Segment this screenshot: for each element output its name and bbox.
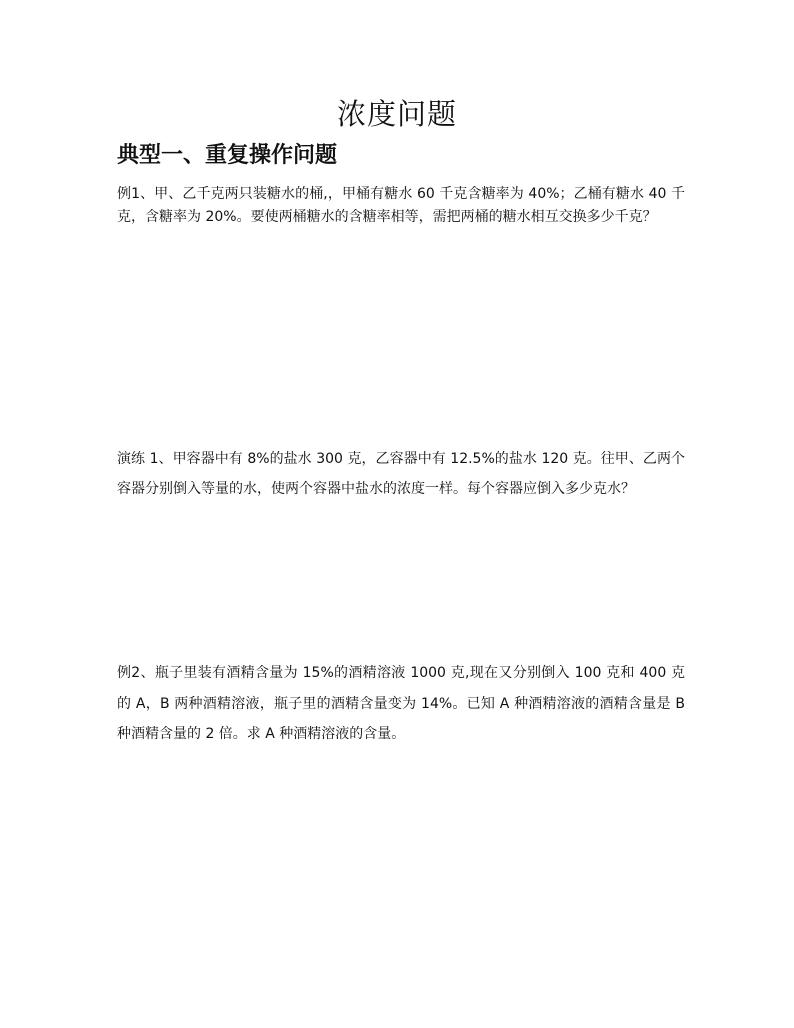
problem-example-1: 例1、甲、乙千克两只装糖水的桶,，甲桶有糖水 60 千克含糖率为 40%；乙桶有糖水 40 千克，含糖率为 20%。要使两桶糖水的含糖率相等，需把两桶的糖水相互交换多少千克？ — [117, 186, 685, 225]
problem-practice-1: 演练 1、甲容器中有 8%的盐水 300 克，乙容器中有 12.5%的盐水 120 克。往甲、乙两个容器分别倒入等量的水，使两个容器中盐水的浓度一样。每个容器应倒入多少克水？ — [117, 451, 685, 497]
page-title: 浓度问题 — [336, 97, 457, 131]
section-heading: 典型一、重复操作问题 — [117, 142, 338, 168]
problem-example-2: 例2、瓶子里装有酒精含量为 15%的酒精溶液 1000 克,现在又分别倒入 100 克和 400 克的 A，B 两种酒精溶液，瓶子里的酒精含量变为 14%。已知 A 种酒精溶液的酒精含量是 B 种酒精含量的 2 倍。求 A 种酒精溶液的含量。 — [117, 665, 685, 742]
